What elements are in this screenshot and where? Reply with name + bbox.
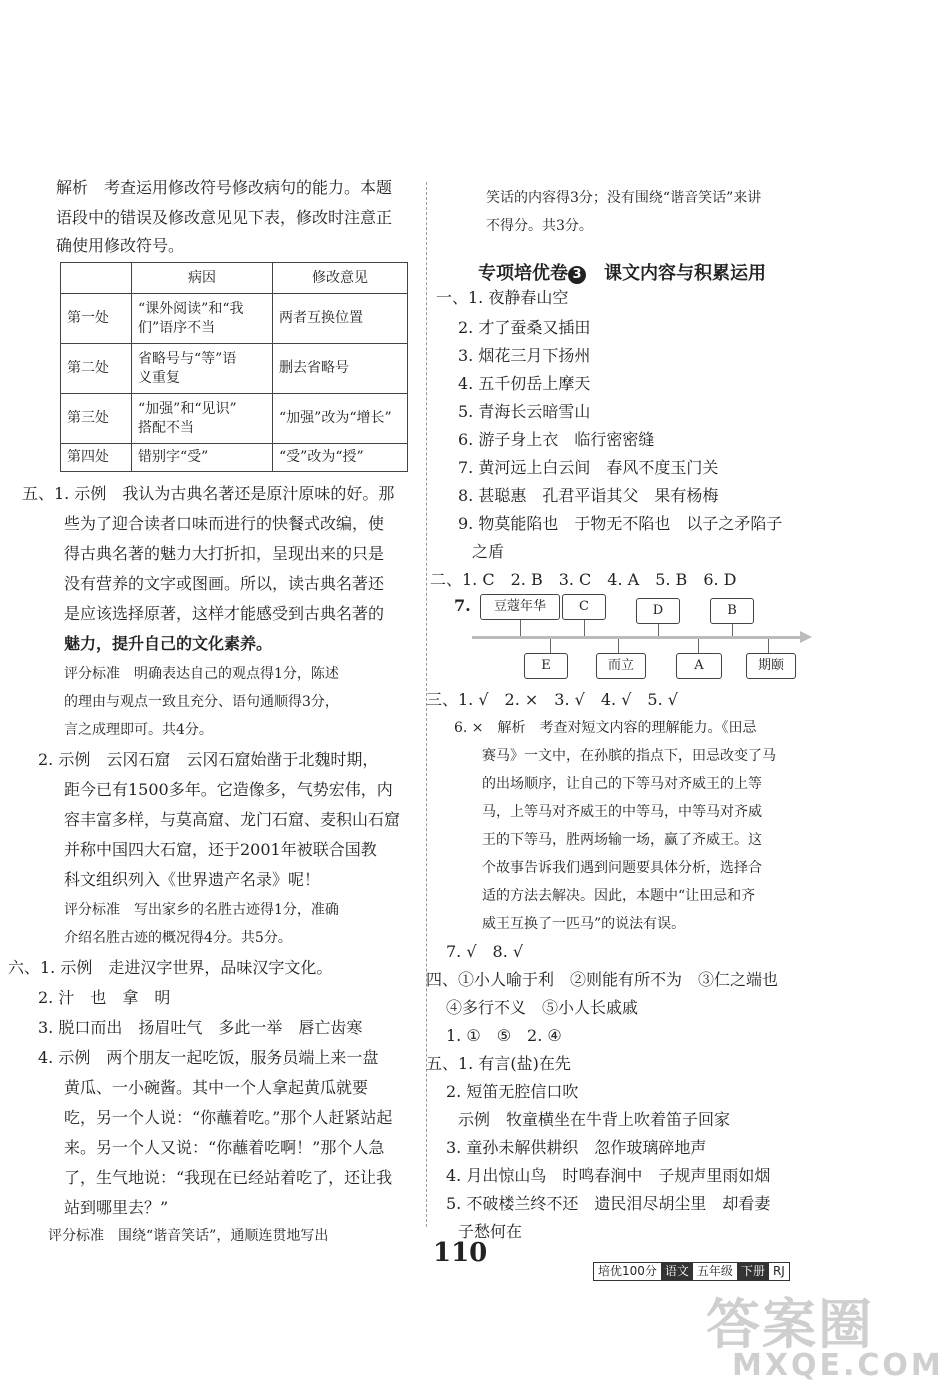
table-header-fix: 修改意见 [273, 263, 408, 294]
timeline-stem [618, 639, 619, 653]
answer-line: 9. 物莫能陷也 于物无不陷也 以子之矛陷子 [458, 514, 783, 533]
timeline-box-bottom: 期颐 [746, 653, 796, 679]
answer-line: 4. 五千仞岳上摩天 [458, 374, 591, 393]
timeline-axis [472, 636, 802, 639]
table-cell-fix: “加强”改为“增长” [273, 394, 408, 444]
analysis-line-3: 确使用修改符号。 [56, 236, 185, 255]
timeline-stem [768, 639, 769, 653]
analysis-line: 赛马》一文中，在孙膑的指点下，田忌改变了马 [482, 748, 776, 764]
page-number: 110 [433, 1238, 488, 1268]
cause-line: “加强”和“见识” [138, 400, 237, 417]
scoring-line: 评分标准 写出家乡的名胜古迹得1分，准确 [64, 902, 339, 918]
error-table [60, 262, 408, 472]
table-cell-cause [132, 344, 273, 394]
scoring-line: 评分标准 明确表达自己的观点得1分，陈述 [64, 666, 339, 682]
answer-line: 一、1. 夜静春山空 [436, 288, 569, 307]
table-cell-pos: 第三处 [61, 394, 132, 444]
answer-line: 科文组织列入《世界遗产名录》呢！ [64, 870, 321, 889]
answer-line: 3. 童孙未解供耕织 忽作玻璃碎地声 [446, 1138, 707, 1157]
watermark-logo [706, 1282, 944, 1386]
answer-line: 站到哪里去？” [64, 1198, 169, 1217]
answer-line: 3. 脱口而出 扬眉吐气 多此一举 唇亡齿寒 [38, 1018, 363, 1037]
footer-tag-series: 培优100分 [598, 1264, 657, 1278]
table-header-cause: 病因 [132, 263, 273, 294]
answer-line: ④多行不义 ⑤小人长戚戚 [446, 998, 639, 1017]
table-cell-pos: 第一处 [61, 294, 132, 344]
answer-line: 2. 汁 也 拿 明 [38, 988, 171, 1007]
table-row [61, 294, 408, 344]
footer-tag-volume: 下册 [737, 1263, 769, 1280]
table-cell-cause [132, 394, 273, 444]
footer-book-tag [593, 1262, 790, 1281]
table-row [61, 444, 408, 472]
cause-line: “课外阅读”和“我 [138, 300, 244, 317]
analysis-line: 个故事告诉我们遇到问题要具体分析，选择合 [482, 860, 762, 876]
table-cell-cause [132, 444, 273, 472]
answer-line: 子愁何在 [458, 1222, 523, 1241]
timeline-diagram [472, 592, 812, 692]
answer-line: 是应该选择原著，这样才能感受到古典名著的 [64, 604, 385, 623]
table-cell-cause [132, 294, 273, 344]
answer-line: 笑话的内容得3分；没有围绕“谐音笑话”来讲 [486, 190, 762, 206]
analysis-line-2: 语段中的错误及修改意见见下表，修改时注意正 [56, 208, 393, 227]
timeline-box-top: B [710, 598, 754, 624]
table-row [61, 394, 408, 444]
answer-line: 7. √ 8. √ [446, 942, 524, 961]
answer-line: 吃，另一个人说：“你蘸着吃。”那个人赶紧站起 [64, 1108, 393, 1127]
scoring-line: 介绍名胜古迹的概况得4分。共5分。 [64, 930, 292, 946]
answer-line: 2. 短笛无腔信口吹 [446, 1082, 579, 1101]
timeline-box-bottom: A [676, 653, 722, 679]
timeline-box-top: D [636, 598, 680, 624]
answer-line: 4. 示例 两个朋友一起吃饭，服务员端上来一盘 [38, 1048, 379, 1067]
analysis-line: 王的下等马，胜两场输一场，赢了齐威王。这 [482, 832, 762, 848]
scoring-line: 言之成理即可。共4分。 [64, 722, 213, 738]
table-row [61, 344, 408, 394]
scoring-line: 的理由与观点一致且充分、语句通顺得3分， [64, 694, 339, 710]
table-cell-fix: 删去省略号 [273, 344, 408, 394]
answer-line: 魅力，提升自己的文化素养。 [64, 634, 273, 653]
watermark-url: MXQE.COM [732, 1348, 944, 1383]
cause-line: 错别字“受” [138, 449, 209, 465]
answer-line: 些为了迎合读者口味而进行的快餐式改编，使 [64, 514, 385, 533]
answer-line: 5. 青海长云暗雪山 [458, 402, 591, 421]
answer-line: 6. 游子身上衣 临行密密缝 [458, 430, 655, 449]
timeline-box-bottom: E [524, 653, 568, 679]
timeline-stem [698, 639, 699, 653]
answer-line: 距今已有1500多年。它造像多，气势宏伟，内 [64, 780, 393, 799]
analysis-line: 适的方法去解决。因此，本题中“让田忌和齐 [482, 888, 756, 904]
answer-line: 示例 牧童横坐在牛背上吹着笛子回家 [458, 1110, 731, 1129]
section-title-prefix: 专项培优卷 [478, 263, 568, 284]
answer-line: 并称中国四大石窟，还于2001年被联合国教 [64, 840, 377, 859]
table-header-row [61, 263, 408, 294]
table-cell-fix: “受”改为“授” [273, 444, 408, 472]
answer-line: 7. 黄河远上白云间 春风不度玉门关 [458, 458, 719, 477]
timeline-box-top: C [562, 594, 606, 620]
answer-line: 5. 不破楼兰终不还 遗民泪尽胡尘里 却看妻 [446, 1194, 771, 1213]
footer-tag-grade: 五年级 [696, 1264, 733, 1278]
analysis-line: 马，上等马对齐威王的中等马，中等马对齐威 [482, 804, 762, 820]
timeline-stem [658, 622, 659, 636]
answer-line: 不得分。共3分。 [486, 218, 593, 234]
timeline-arrow-icon [800, 631, 812, 643]
answer-line: 得古典名著的魅力大打折扣，呈现出来的只是 [64, 544, 385, 563]
answer-line: 五、1. 示例 我认为古典名著还是原汁原味的好。那 [22, 484, 395, 503]
answer-line: 2. 才了蚕桑又插田 [458, 318, 591, 337]
timeline-stem [584, 618, 585, 636]
table-cell-pos: 第四处 [61, 444, 132, 472]
table-cell-pos: 第二处 [61, 344, 132, 394]
footer-tag-edition: RJ [772, 1264, 785, 1278]
answer-line: 7. [454, 596, 471, 615]
timeline-box-bottom: 而立 [596, 653, 646, 679]
answer-line: 四、①小人喻于利 ②则能有所不为 ③仁之端也 [426, 970, 779, 989]
answer-line: 了，生气地说：“我现在已经站着吃了，还让我 [64, 1168, 393, 1187]
analysis-line: 威王互换了一匹马”的说法有误。 [482, 916, 686, 932]
section-title [478, 259, 766, 285]
analysis-line: 6. × 解析 考查对短文内容的理解能力。《田忌 [454, 720, 757, 736]
section-title-text: 课文内容与积累运用 [604, 263, 766, 284]
cause-line: 们”语序不当 [138, 319, 216, 336]
section-number-badge: 3 [568, 266, 586, 284]
timeline-box-top: 豆蔻年华 [480, 594, 560, 620]
answer-line: 4. 月出惊山鸟 时鸣春涧中 子规声里雨如烟 [446, 1166, 771, 1185]
cause-line: 省略号与“等”语 [138, 350, 237, 367]
footer-tag-subject: 语文 [661, 1263, 693, 1280]
watermark-text: 答案圈 [706, 1293, 874, 1356]
answer-line: 没有营养的文字或图画。所以，读古典名著还 [64, 574, 385, 593]
answer-line: 二、1. C 2. B 3. C 4. A 5. B 6. D [430, 570, 737, 589]
cause-line: 义重复 [138, 369, 180, 386]
answer-line: 之盾 [472, 542, 505, 561]
answer-line: 2. 示例 云冈石窟 云冈石窟始凿于北魏时期， [38, 750, 379, 769]
answer-line: 8. 甚聪惠 孔君平诣其父 果有杨梅 [458, 486, 719, 505]
timeline-stem [732, 622, 733, 636]
scoring-line: 评分标准 围绕“谐音笑话”，通顺连贯地写出 [48, 1228, 329, 1244]
answer-line: 来。另一个人又说：“你蘸着吃啊！”那个人急 [64, 1138, 385, 1157]
analysis-line: 的出场顺序，让自己的下等马对齐威王的上等 [482, 776, 762, 792]
table-cell-fix: 两者互换位置 [273, 294, 408, 344]
timeline-stem [550, 639, 551, 653]
answer-line: 三、1. √ 2. × 3. √ 4. √ 5. √ [426, 690, 678, 709]
answer-line: 黄瓜、一小碗酱。其中一个人拿起黄瓜就要 [64, 1078, 369, 1097]
timeline-stem [520, 618, 521, 636]
answer-line: 1. ① ⑤ 2. ④ [446, 1026, 562, 1045]
analysis-line-1: 解析 考查运用修改符号修改病句的能力。本题 [56, 178, 393, 197]
answer-line: 3. 烟花三月下扬州 [458, 346, 591, 365]
answer-line: 六、1. 示例 走进汉字世界，品味汉字文化。 [8, 958, 333, 977]
answer-line: 容丰富多样，与莫高窟、龙门石窟、麦积山石窟 [64, 810, 401, 829]
cause-line: 搭配不当 [138, 419, 194, 436]
answer-line: 五、1. 有言(盐)在先 [426, 1054, 571, 1073]
table-header-empty [61, 263, 132, 294]
